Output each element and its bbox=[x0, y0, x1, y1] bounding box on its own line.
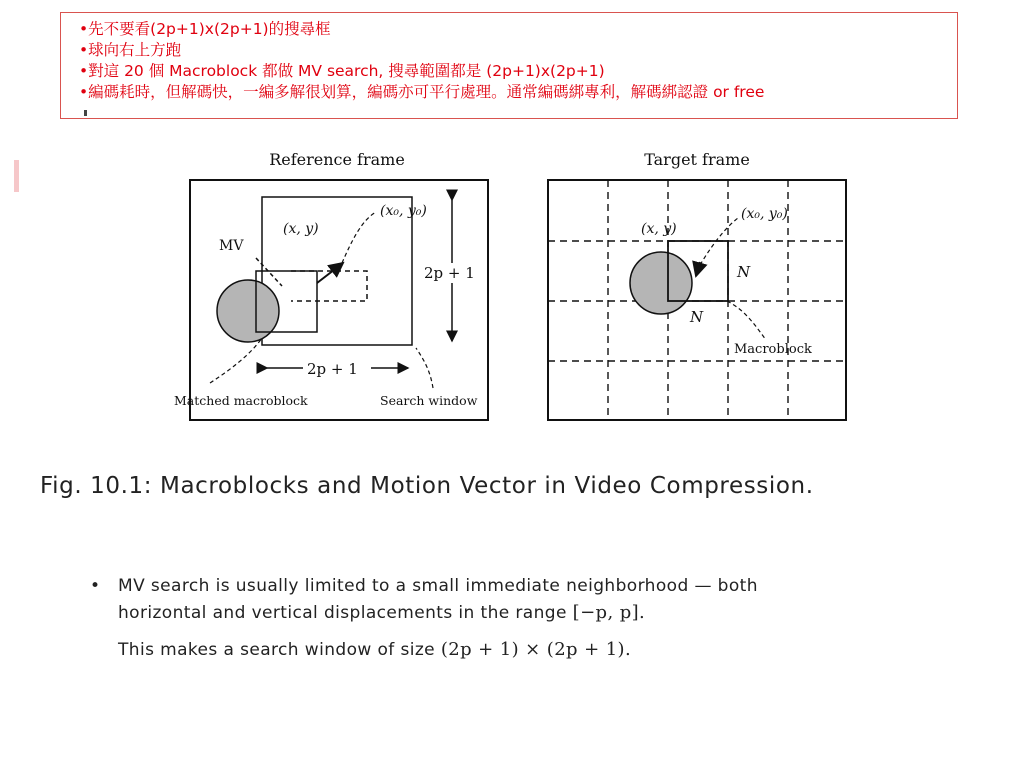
target-ball-circle bbox=[630, 252, 692, 314]
target-frame bbox=[548, 150, 846, 420]
target-frame-border bbox=[548, 180, 846, 420]
target-n-bottom: N bbox=[690, 308, 704, 326]
target-macroblock-pointer bbox=[727, 301, 766, 340]
macroblock-label: Macroblock bbox=[734, 342, 812, 357]
bullet-symbol: • bbox=[90, 576, 101, 596]
bullet-line-1: MV search is usually limited to a small immediate neighborhood — both bbox=[118, 576, 758, 596]
matched-macroblock-label: Matched macroblock bbox=[174, 393, 308, 408]
bullet-line-2-math: [−p, p]. bbox=[572, 602, 646, 623]
target-n-right: N bbox=[737, 263, 751, 281]
reference-frame bbox=[174, 150, 488, 420]
mv-label: MV bbox=[219, 238, 244, 254]
bullet-line-2-text: horizontal and vertical displacements in the range bbox=[118, 603, 573, 623]
note-line-4: •編碼耗時，但解碼快，一編多解很划算，編碼亦可平行處理。通常編碼綁專利，解碼綁認證 or free bbox=[79, 83, 765, 101]
matched-pointer bbox=[210, 338, 262, 383]
search-window-pointer bbox=[416, 348, 433, 388]
bullet-line-2 bbox=[118, 602, 645, 623]
target-x0y0-label: (x₀, y₀) bbox=[741, 206, 788, 222]
width-label: 2p + 1 bbox=[307, 360, 358, 378]
x0y0-pointer bbox=[342, 212, 376, 263]
target-xy-label: (x, y) bbox=[641, 221, 677, 237]
macroblock-grid bbox=[548, 180, 846, 420]
height-label: 2p + 1 bbox=[424, 264, 475, 282]
bullet-line-3-math: (2p + 1) × (2p + 1). bbox=[440, 639, 632, 660]
figure-caption: Fig. 10.1: Macroblocks and Motion Vector in Video Compression. bbox=[40, 473, 814, 499]
target-small-arrow bbox=[696, 262, 700, 276]
target-position-dashed bbox=[291, 271, 367, 301]
note-line-2: •球向右上方跑 bbox=[79, 41, 182, 59]
note-line-3: •對這 20 個 Macroblock 都做 MV search, 搜尋範圍都是 (2p+1)x(2p+1) bbox=[79, 62, 605, 80]
search-window-label: Search window bbox=[380, 393, 478, 408]
bullet-line-3-text: This makes a search window of size bbox=[118, 640, 441, 660]
bullet-line-3 bbox=[118, 639, 631, 660]
note-line-1: •先不要看(2p+1)x(2p+1)的搜尋框 bbox=[79, 20, 331, 38]
ref-x0y0-label: (x₀, y₀) bbox=[380, 203, 427, 219]
reference-frame-title: Reference frame bbox=[269, 150, 405, 169]
target-frame-title: Target frame bbox=[644, 150, 750, 169]
ref-xy-label: (x, y) bbox=[283, 221, 319, 237]
motion-vector-arrow bbox=[317, 263, 343, 283]
